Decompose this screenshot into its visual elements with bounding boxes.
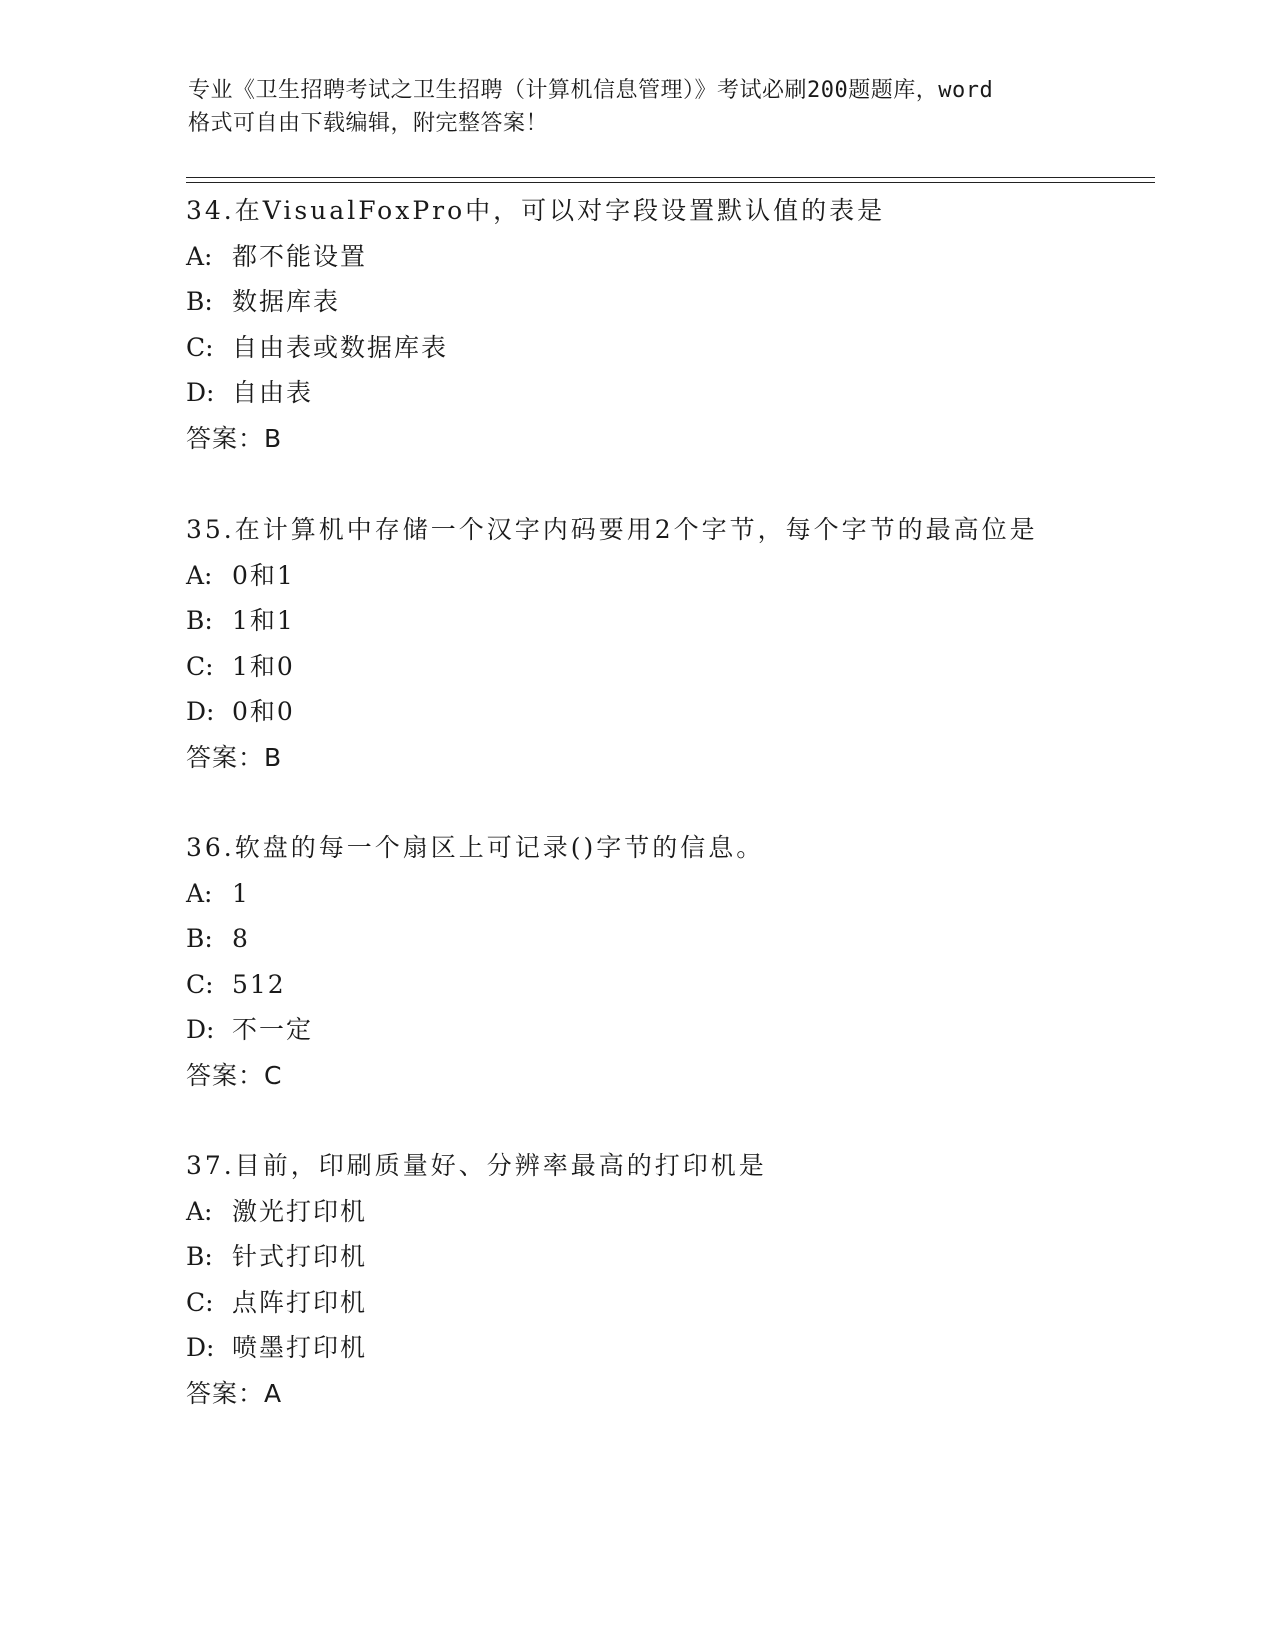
option-c (186, 962, 1146, 1008)
option-letter: D: (186, 697, 215, 726)
question-stem: 36.软盘的每一个扇区上可记录()字节的信息。 (186, 833, 765, 862)
option-b (186, 598, 1146, 644)
option-a (186, 553, 1146, 599)
option-text: 自由表或数据库表 (232, 332, 449, 362)
option-text: 不一定 (232, 1015, 314, 1044)
question-block (186, 188, 1146, 461)
option-c (186, 1280, 1146, 1326)
option-text: 喷墨打印机 (232, 1333, 368, 1362)
option-letter: C: (186, 1287, 214, 1317)
option-a (186, 234, 1146, 280)
question-stem: 37.目前，印刷质量好、分辨率最高的打印机是 (186, 1151, 767, 1180)
option-letter: B: (186, 1242, 213, 1271)
header-line-1: 专业《卫生招聘考试之卫生招聘（计算机信息管理）》考试必刷200题题库，word (188, 78, 994, 103)
question-block (186, 1143, 1146, 1416)
question-block (186, 507, 1146, 780)
option-text: 512 (232, 969, 286, 999)
option-text: 1 (232, 878, 250, 908)
option-letter: D: (186, 1015, 215, 1044)
option-c (186, 325, 1146, 371)
header-divider-bottom (186, 182, 1155, 183)
option-d (186, 1007, 1146, 1053)
option-text: 点阵打印机 (232, 1287, 368, 1317)
option-text: 针式打印机 (232, 1242, 368, 1271)
option-c (186, 644, 1146, 690)
option-d (186, 1325, 1146, 1371)
option-b (186, 916, 1146, 962)
option-letter: A: (186, 1196, 213, 1226)
option-text: 激光打印机 (232, 1196, 368, 1226)
option-d (186, 370, 1146, 416)
option-b (186, 1234, 1146, 1280)
option-letter: D: (186, 1333, 215, 1362)
option-letter: B: (186, 287, 213, 316)
option-text: 数据库表 (232, 287, 341, 316)
question-stem: 34.在VisualFoxPro中，可以对字段设置默认值的表是 (186, 196, 886, 225)
option-letter: C: (186, 332, 214, 362)
document-header (188, 74, 1088, 140)
question-stem: 35.在计算机中存储一个汉字内码要用2个字节，每个字节的最高位是 (186, 515, 1038, 544)
option-letter: B: (186, 606, 213, 635)
option-a (186, 871, 1146, 917)
header-line-2: 格式可自由下载编辑，附完整答案！ (188, 111, 549, 136)
option-text: 1和1 (232, 606, 295, 635)
option-d (186, 689, 1146, 735)
question-block (186, 825, 1146, 1098)
answer-line: 答案：B (186, 742, 283, 772)
answer-line: 答案：A (186, 1378, 283, 1408)
option-text: 1和0 (232, 651, 295, 681)
option-letter: A: (186, 560, 213, 590)
option-a (186, 1189, 1146, 1235)
option-text: 8 (232, 924, 250, 953)
option-letter: D: (186, 378, 215, 407)
option-text: 自由表 (232, 378, 314, 407)
option-letter: A: (186, 878, 213, 908)
header-divider-top (186, 177, 1155, 178)
option-letter: C: (186, 651, 214, 681)
option-text: 0和1 (232, 560, 295, 590)
option-text: 0和0 (232, 697, 295, 726)
option-letter: B: (186, 924, 213, 953)
option-b (186, 279, 1146, 325)
option-letter: A: (186, 241, 213, 271)
option-text: 都不能设置 (232, 241, 368, 271)
option-letter: C: (186, 969, 214, 999)
answer-line: 答案：B (186, 423, 283, 453)
answer-line: 答案：C (186, 1060, 283, 1090)
